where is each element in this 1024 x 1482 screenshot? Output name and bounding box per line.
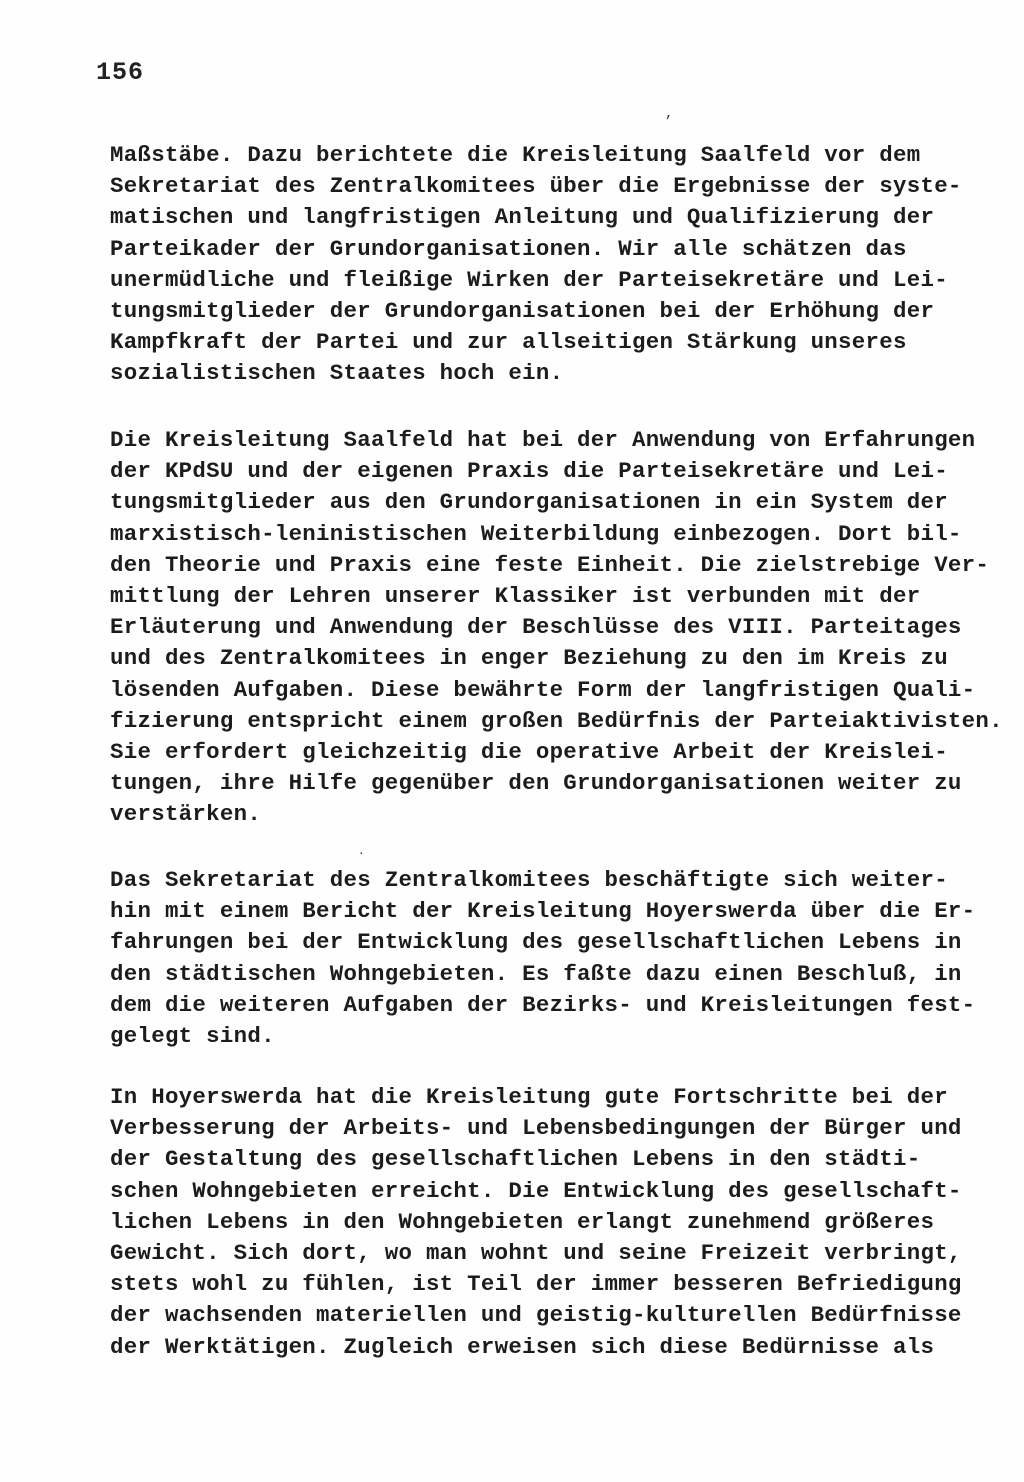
text-line: mittlung der Lehren unserer Klassiker ist verbunden mit der: [110, 582, 921, 609]
text-line: Verbesserung der Arbeits- und Lebensbedingungen der Bürger und: [110, 1115, 962, 1142]
text-line: hin mit einem Bericht der Kreisleitung Hoyerswerda über die Er-: [110, 898, 976, 925]
paragraph: [110, 1082, 962, 1363]
text-line: stets wohl zu fühlen, ist Teil der immer besseren Befriedigung: [110, 1271, 962, 1298]
text-line: Erläuterung und Anwendung der Beschlüsse des VIII. Parteitages: [110, 614, 962, 641]
text-line: unermüdliche und fleißige Wirken der Parteisekretäre und Lei-: [110, 266, 948, 293]
text-line: tungen, ihre Hilfe gegenüber den Grundorganisationen weiter zu: [110, 770, 962, 797]
text-line: marxistisch-leninistischen Weiterbildung einbezogen. Dort bil-: [110, 520, 962, 547]
stray-mark: ․: [359, 843, 364, 859]
text-line: den Theorie und Praxis eine feste Einheit. Die zielstrebige Ver-: [110, 551, 990, 578]
paragraph: [110, 425, 1003, 830]
text-line: Parteikader der Grundorganisationen. Wir alle schätzen das: [110, 235, 907, 262]
text-line: Kampfkraft der Partei und zur allseitigen Stärkung unseres: [110, 329, 907, 356]
text-line: Die Kreisleitung Saalfeld hat bei der Anwendung von Erfahrungen: [110, 427, 976, 453]
text-line: matischen und langfristigen Anleitung und Qualifizierung der: [110, 204, 935, 231]
text-line: lichen Lebens in den Wohngebieten erlangt zunehmend größeres: [110, 1208, 935, 1235]
text-line: Das Sekretariat des Zentralkomitees beschäftigte sich weiter-: [110, 867, 948, 893]
text-line: lösenden Aufgaben. Diese bewährte Form der langfristigen Quali-: [110, 676, 976, 703]
text-line: tungsmitglieder aus den Grundorganisationen in ein System der: [110, 489, 948, 516]
text-line: Gewicht. Sich dort, wo man wohnt und seine Freizeit verbringt,: [110, 1239, 962, 1266]
text-line: den städtischen Wohngebieten. Es faßte dazu einen Beschluß, in: [110, 960, 962, 987]
text-line: In Hoyerswerda hat die Kreisleitung gute Fortschritte bei der: [110, 1084, 948, 1110]
text-line: der Werktätigen. Zugleich erweisen sich diese Bedürnisse als: [110, 1333, 935, 1360]
page-number: 156: [96, 58, 145, 87]
text-line: Sie erfordert gleichzeitig die operative Arbeit der Kreislei-: [110, 738, 948, 765]
text-line: gelegt sind.: [110, 1022, 275, 1049]
text-line: der KPdSU und der eigenen Praxis die Parteisekretäre und Lei-: [110, 458, 948, 485]
paragraph: [110, 865, 976, 1052]
text-line: fahrungen bei der Entwicklung des gesellschaftlichen Lebens in: [110, 929, 962, 956]
text-line: schen Wohngebieten erreicht. Die Entwicklung des gesellschaft-: [110, 1177, 962, 1204]
text-line: dem die weiteren Aufgaben der Bezirks- und Kreisleitungen fest-: [110, 991, 976, 1018]
text-line: der Gestaltung des gesellschaftlichen Lebens in den städti-: [110, 1146, 921, 1173]
text-line: der wachsenden materiellen und geistig-kulturellen Bedürfnisse: [110, 1302, 962, 1329]
stray-mark: ’: [664, 114, 673, 130]
text-line: sozialistischen Staates hoch ein.: [110, 360, 564, 387]
text-line: tungsmitglieder der Grundorganisationen bei der Erhöhung der: [110, 297, 935, 324]
text-line: und des Zentralkomitees in enger Beziehung zu den im Kreis zu: [110, 645, 948, 672]
text-line: verstärken.: [110, 801, 262, 828]
text-line: fizierung entspricht einem großen Bedürfnis der Parteiaktivisten.: [110, 707, 1003, 734]
paragraph: [110, 140, 962, 390]
text-line: Sekretariat des Zentralkomitees über die Ergebnisse der syste-: [110, 173, 962, 200]
text-line: Maßstäbe. Dazu berichtete die Kreisleitung Saalfeld vor dem: [110, 142, 921, 168]
